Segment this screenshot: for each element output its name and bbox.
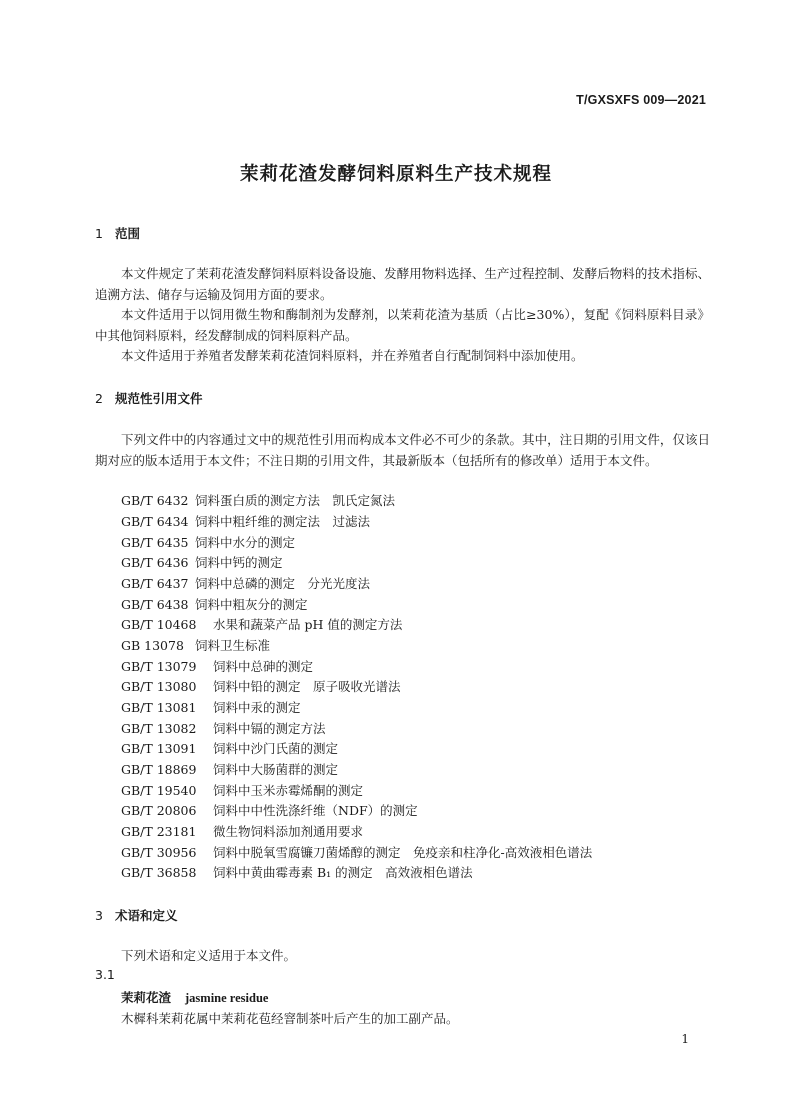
reference-code: GB/T 10468 bbox=[121, 617, 197, 632]
reference-title: 饲料中中性洗涤纤维（NDF）的测定 bbox=[213, 803, 418, 818]
reference-title: 饲料中钙的测定 bbox=[195, 555, 283, 570]
section-1-heading bbox=[95, 224, 140, 242]
reference-code: GB/T 18869 bbox=[121, 762, 197, 777]
reference-item bbox=[121, 491, 395, 509]
reference-item bbox=[121, 574, 370, 592]
reference-item bbox=[121, 595, 308, 613]
term-definition: 木樨科茉莉花属中茉莉花苞经窨制茶叶后产生的加工副产品。 bbox=[121, 1011, 459, 1026]
section-2-number: 2 bbox=[95, 391, 103, 406]
reference-code: GB/T 6434 bbox=[121, 514, 189, 529]
reference-code: GB/T 19540 bbox=[121, 783, 197, 798]
term-heading bbox=[121, 988, 268, 1006]
reference-title: 水果和蔬菜产品 pH 值的测定方法 bbox=[213, 617, 403, 632]
reference-item bbox=[121, 615, 402, 633]
reference-code: GB/T 20806 bbox=[121, 803, 197, 818]
term-number: 3.1 bbox=[95, 967, 115, 982]
reference-title: 微生物饲料添加剂通用要求 bbox=[213, 824, 364, 839]
reference-title: 饲料中脱氧雪腐镰刀菌烯醇的测定 免疫亲和柱净化-高效液相色谱法 bbox=[213, 845, 593, 860]
reference-code: GB 13078 bbox=[121, 638, 184, 653]
reference-title: 饲料中汞的测定 bbox=[213, 700, 301, 715]
reference-code: GB/T 30956 bbox=[121, 845, 197, 860]
reference-code: GB/T 23181 bbox=[121, 824, 197, 839]
reference-item bbox=[121, 636, 270, 654]
reference-title: 饲料中玉米赤霉烯酮的测定 bbox=[213, 783, 364, 798]
reference-title: 饲料中沙门氏菌的测定 bbox=[213, 741, 339, 756]
reference-title: 饲料中水分的测定 bbox=[195, 535, 296, 550]
reference-item bbox=[121, 533, 295, 551]
document-title: 茉莉花渣发酵饲料原料生产技术规程 bbox=[239, 164, 552, 185]
reference-item bbox=[121, 781, 363, 799]
reference-title: 饲料中总砷的测定 bbox=[213, 659, 314, 674]
reference-item bbox=[121, 719, 326, 737]
reference-code: GB/T 13081 bbox=[121, 700, 197, 715]
section-1-paragraph-2: 本文件适用于以饲用微生物和酶制剂为发酵剂，以茉莉花渣为基质（占比≥30%），复配《饲料原料目录》中其他饲料原料，经发酵制成的饲料原料产品。 bbox=[95, 307, 710, 343]
section-3-heading bbox=[95, 906, 178, 924]
reference-code: GB/T 13082 bbox=[121, 721, 197, 736]
reference-code: GB/T 6432 bbox=[121, 493, 189, 508]
reference-title: 饲料中粗纤维的测定法 过滤法 bbox=[195, 514, 371, 529]
reference-item bbox=[121, 677, 401, 695]
section-3-paragraph-1: 下列术语和定义适用于本文件。 bbox=[121, 948, 297, 963]
section-1-paragraph-3: 本文件适用于养殖者发酵茉莉花渣饲料原料，并在养殖者自行配制饲料中添加使用。 bbox=[121, 348, 584, 363]
reference-title: 饲料中粗灰分的测定 bbox=[195, 597, 308, 612]
reference-item bbox=[121, 801, 418, 819]
reference-item bbox=[121, 512, 370, 530]
reference-title: 饲料中镉的测定方法 bbox=[213, 721, 326, 736]
section-1-title: 范围 bbox=[115, 226, 141, 241]
reference-item bbox=[121, 553, 283, 571]
reference-code: GB/T 13080 bbox=[121, 679, 197, 694]
standard-code: T/GXSXFS 009—2021 bbox=[576, 93, 706, 107]
reference-item bbox=[121, 698, 301, 716]
reference-item bbox=[121, 657, 313, 675]
reference-code: GB/T 6435 bbox=[121, 535, 189, 550]
reference-item bbox=[121, 843, 592, 861]
reference-code: GB/T 6436 bbox=[121, 555, 189, 570]
page-number: 1 bbox=[681, 1032, 689, 1046]
section-1-number: 1 bbox=[95, 226, 103, 241]
reference-item bbox=[121, 739, 338, 757]
reference-title: 饲料蛋白质的测定方法 凯氏定氮法 bbox=[195, 493, 396, 508]
reference-title: 饲料中黄曲霉毒素 B₁ 的测定 高效液相色谱法 bbox=[213, 865, 473, 880]
section-3-number: 3 bbox=[95, 908, 103, 923]
reference-code: GB/T 13091 bbox=[121, 741, 197, 756]
reference-title: 饲料卫生标准 bbox=[195, 638, 271, 653]
reference-item bbox=[121, 822, 363, 840]
reference-item bbox=[121, 760, 338, 778]
section-2-paragraph-1: 下列文件中的内容通过文中的规范性引用而构成本文件必不可少的条款。其中，注日期的引用文件，仅该日期对应的版本适用于本文件；不注日期的引用文件，其最新版本（包括所有的修改单）适用于本文件。 bbox=[95, 432, 710, 468]
section-3-title: 术语和定义 bbox=[115, 908, 178, 923]
reference-title: 饲料中大肠菌群的测定 bbox=[213, 762, 339, 777]
reference-title: 饲料中总磷的测定 分光光度法 bbox=[195, 576, 371, 591]
reference-item bbox=[121, 863, 473, 881]
reference-code: GB/T 36858 bbox=[121, 865, 197, 880]
reference-code: GB/T 13079 bbox=[121, 659, 197, 674]
reference-code: GB/T 6438 bbox=[121, 597, 189, 612]
reference-code: GB/T 6437 bbox=[121, 576, 189, 591]
term-zh: 茉莉花渣 bbox=[121, 990, 172, 1005]
term-en: jasmine residue bbox=[185, 991, 269, 1005]
section-1-paragraph-1: 本文件规定了茉莉花渣发酵饲料原料设备设施、发酵用物料选择、生产过程控制、发酵后物料的技术指标、追溯方法、储存与运输及饲用方面的要求。 bbox=[95, 266, 710, 302]
reference-title: 饲料中铅的测定 原子吸收光谱法 bbox=[213, 679, 401, 694]
section-2-title: 规范性引用文件 bbox=[115, 391, 203, 406]
section-2-heading bbox=[95, 389, 203, 407]
